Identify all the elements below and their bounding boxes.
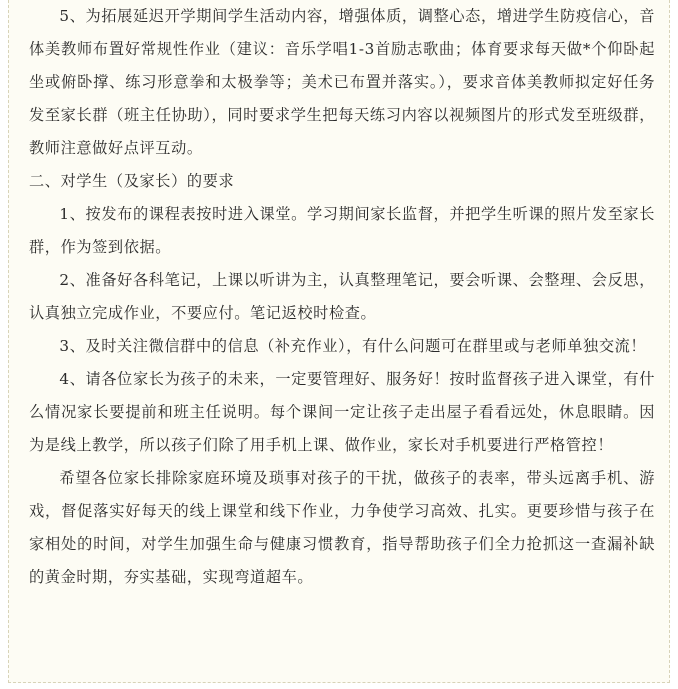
section-heading-requirements: 二、对学生（及家长）的要求 [29, 172, 235, 190]
document-frame [8, 0, 670, 683]
requirement-item-2: 2、准备好各科笔记，上课以听讲为主，认真整理笔记，要会听课、会整理、会反思，认真独立完成作业，不要应付。笔记返校时检查。 [29, 271, 655, 322]
document-body [29, 0, 655, 594]
paragraph-item-5: 5、为拓展延迟开学期间学生活动内容，增强体质，调整心态，增进学生防疫信心，音体美教师布置好常规性作业（建议：音乐学唱1-3首励志歌曲；体育要求每天做*个仰卧起坐或俯卧撑、练习形意拳和太极拳等；美术已布置并落实。），要求音体美教师拟定好任务发至家长群（班主任协助），同时要求学生把每天练习内容以视频图片的形式发至班级群，教师注意做好点评互动。 [29, 7, 655, 157]
requirement-item-1: 1、按发布的课程表按时进入课堂。学习期间家长监督，并把学生听课的照片发至家长群，作为签到依据。 [29, 205, 655, 256]
requirement-item-3: 3、及时关注微信群中的信息（补充作业），有什么问题可在群里或与老师单独交流！ [59, 337, 647, 355]
closing-paragraph: 希望各位家长排除家庭环境及琐事对孩子的干扰，做孩子的表率，带头远离手机、游戏，督促落实好每天的线上课堂和线下作业，力争使学习高效、扎实。更要珍惜与孩子在家相处的时间，对学生加强生命与健康习惯教育，指导帮助孩子们全力抢抓这一查漏补缺的黄金时期，夯实基础，实现弯道超车。 [29, 469, 655, 586]
requirement-item-4: 4、请各位家长为孩子的未来，一定要管理好、服务好！按时监督孩子进入课堂，有什么情况家长要提前和班主任说明。每个课间一定让孩子走出屋子看看远处，休息眼睛。因为是线上教学，所以孩子们除了用手机上课、做作业，家长对手机要进行严格管控！ [29, 370, 655, 454]
